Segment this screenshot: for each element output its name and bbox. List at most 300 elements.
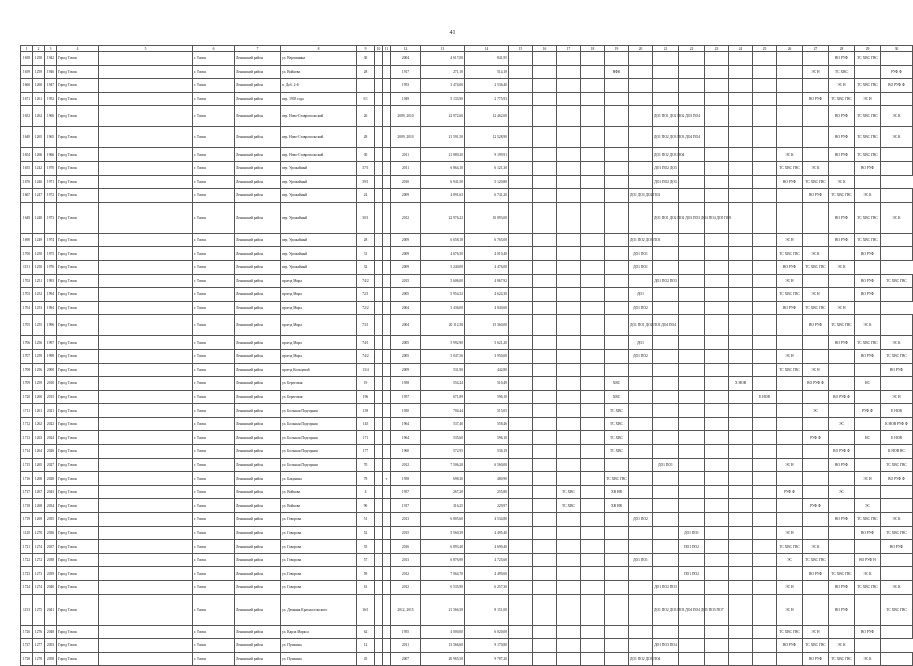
table-cell: ЭС Н: [829, 301, 855, 315]
table-cell: [581, 390, 605, 404]
table-cell: [729, 639, 753, 653]
table-cell: Ленинский район: [235, 274, 281, 288]
table-cell: 6 121,30: [465, 161, 509, 175]
table-cell: [375, 499, 383, 513]
table-cell: пер. Ново-Ставропольский: [281, 106, 357, 127]
table-cell: [383, 161, 391, 175]
table-cell: [375, 377, 383, 391]
table-row: [21, 79, 913, 93]
table-cell: [533, 553, 557, 567]
table-cell: [753, 175, 777, 189]
table-cell: 1667: [21, 189, 33, 203]
table-cell: г. Томск: [193, 553, 235, 567]
table-cell: [653, 260, 679, 274]
table-cell: [705, 377, 729, 391]
table-cell: [99, 553, 193, 567]
table-cell: [705, 540, 729, 554]
table-cell: [729, 404, 753, 418]
table-cell: 1958: [391, 472, 421, 486]
table-cell: [605, 567, 629, 581]
table-cell: Е НОВ: [881, 431, 913, 445]
table-cell: г. Томск: [193, 92, 235, 106]
table-cell: [533, 594, 557, 625]
table-cell: Ленинский район: [235, 65, 281, 79]
table-cell: [99, 581, 193, 595]
table-cell: [533, 336, 557, 350]
table-cell: ЭС Н: [829, 79, 855, 93]
table-cell: [679, 349, 705, 363]
table-cell: Город Томск: [57, 92, 99, 106]
table-cell: ДО1 ПО1: [679, 526, 705, 540]
table-row: [21, 377, 913, 391]
table-cell: [533, 349, 557, 363]
table-cell: 267,20: [421, 485, 465, 499]
table-cell: [581, 52, 605, 66]
table-cell: 2010: [391, 175, 421, 189]
table-cell: [855, 485, 881, 499]
table-row: [21, 189, 913, 203]
table-cell: [729, 315, 753, 336]
table-cell: [375, 540, 383, 554]
table-cell: 554,24: [421, 377, 465, 391]
table-cell: ЭС Н: [777, 233, 803, 247]
table-cell: ХВС: [605, 390, 629, 404]
table-cell: [679, 499, 705, 513]
table-cell: [605, 594, 629, 625]
table-cell: 5 133,90: [421, 92, 465, 106]
table-cell: [881, 148, 913, 162]
table-cell: [777, 79, 803, 93]
table-cell: [557, 148, 581, 162]
table-cell: [629, 417, 653, 431]
table-cell: Город Томск: [57, 553, 99, 567]
table-cell: [375, 472, 383, 486]
table-cell: [99, 540, 193, 554]
table-cell: 21 591,50: [421, 127, 465, 148]
table-cell: 28: [357, 127, 375, 148]
table-cell: [629, 106, 653, 127]
table-cell: 1251: [33, 274, 45, 288]
table-cell: [509, 526, 533, 540]
table-cell: [753, 404, 777, 418]
table-cell: ТС ХВС ГВС: [829, 92, 855, 106]
table-cell: ул. Говорова: [281, 513, 357, 527]
table-cell: 12: [357, 639, 375, 653]
table-cell: [729, 260, 753, 274]
table-cell: ул. Войкова: [281, 65, 357, 79]
table-cell: 2 536,40: [465, 79, 509, 93]
table-cell: [581, 148, 605, 162]
column-number: 27: [803, 46, 829, 52]
table-cell: [653, 349, 679, 363]
table-cell: Город Томск: [57, 202, 99, 233]
table-cell: [99, 233, 193, 247]
table-cell: г. Томск: [193, 652, 235, 666]
table-cell: [705, 472, 729, 486]
table-cell: [557, 625, 581, 639]
table-cell: [99, 106, 193, 127]
table-cell: ЭС К: [829, 639, 855, 653]
table-cell: 171: [357, 431, 375, 445]
table-cell: [383, 92, 391, 106]
table-cell: ДО1 ПО2 ДО3 ПО4: [653, 148, 679, 162]
table-cell: [383, 485, 391, 499]
table-cell: [705, 336, 729, 350]
table-cell: [829, 377, 855, 391]
table-cell: [383, 581, 391, 595]
table-cell: ЭС Н: [777, 594, 803, 625]
table-cell: Ленинский район: [235, 499, 281, 513]
table-cell: [509, 652, 533, 666]
table-cell: 12 462,00: [465, 106, 509, 127]
table-cell: 5 954,52: [421, 288, 465, 302]
table-cell: 2021: [45, 404, 57, 418]
table-cell: [581, 377, 605, 391]
table-cell: [803, 233, 829, 247]
table-cell: г. Томск: [193, 65, 235, 79]
table-cell: [705, 390, 729, 404]
table-cell: [705, 127, 729, 148]
table-cell: [605, 553, 629, 567]
table-cell: ВО РУФ: [829, 336, 855, 350]
table-cell: Город Томск: [57, 499, 99, 513]
table-cell: [729, 148, 753, 162]
table-cell: [581, 445, 605, 459]
table-cell: [881, 499, 913, 513]
table-cell: [605, 526, 629, 540]
table-cell: Город Томск: [57, 247, 99, 261]
table-cell: 2013: [391, 553, 421, 567]
table-cell: 5 047,56: [421, 349, 465, 363]
table-cell: ТС ХВС ГВС: [855, 52, 881, 66]
table-cell: ТС ХВС ГВС: [855, 148, 881, 162]
table-cell: 1976: [45, 260, 57, 274]
table-cell: [829, 472, 855, 486]
table-cell: 2009: [391, 233, 421, 247]
table-cell: [729, 485, 753, 499]
table-cell: 1723: [21, 567, 33, 581]
table-cell: г. Томск: [193, 404, 235, 418]
table-cell: Город Томск: [57, 458, 99, 472]
table-cell: Ленинский район: [235, 233, 281, 247]
table-row: [21, 92, 913, 106]
table-cell: [605, 513, 629, 527]
table-cell: [777, 336, 803, 350]
table-cell: ул. Говорова: [281, 540, 357, 554]
table-cell: [99, 652, 193, 666]
table-cell: 21 566,58: [421, 594, 465, 625]
table-cell: ЭС К: [881, 127, 913, 148]
table-cell: г. Томск: [193, 445, 235, 459]
table-cell: ВО РУФ: [829, 127, 855, 148]
table-cell: ЭС К: [855, 567, 881, 581]
table-cell: [509, 567, 533, 581]
table-cell: ВО РУФ: [803, 567, 829, 581]
table-cell: [705, 79, 729, 93]
table-cell: [509, 485, 533, 499]
table-cell: [753, 472, 777, 486]
table-cell: [533, 540, 557, 554]
table-cell: [533, 652, 557, 666]
table-cell: ЭС Н: [803, 65, 829, 79]
table-cell: [383, 65, 391, 79]
table-cell: 1712: [21, 417, 33, 431]
table-cell: [629, 161, 653, 175]
table-cell: 1966: [45, 106, 57, 127]
table-row: [21, 148, 913, 162]
table-cell: [605, 202, 629, 233]
table-cell: 4 624,30: [465, 288, 509, 302]
table-cell: ВО РУФ: [855, 288, 881, 302]
table-cell: 4 891,63: [421, 189, 465, 203]
table-cell: 4 476,00: [465, 260, 509, 274]
table-cell: [753, 594, 777, 625]
table-cell: [581, 485, 605, 499]
table-cell: 9 787,20: [465, 652, 509, 666]
table-cell: 1717: [21, 485, 33, 499]
table-cell: [753, 336, 777, 350]
table-cell: [881, 567, 913, 581]
table-cell: ТС ХВС ГВС: [881, 274, 913, 288]
table-cell: 9 170,80: [465, 639, 509, 653]
table-cell: 2009: [391, 189, 421, 203]
table-cell: ДО1 ПО1: [629, 260, 653, 274]
table-cell: [753, 127, 777, 148]
table-cell: [533, 581, 557, 595]
table-cell: ДО1 ПО1 ДО2 ПО2 ДО3 ПО4: [653, 106, 679, 127]
table-cell: ЭС Н: [777, 526, 803, 540]
table-cell: пер. Урожайный: [281, 260, 357, 274]
table-cell: [509, 377, 533, 391]
table-cell: 39/1: [357, 175, 375, 189]
table-cell: г. Томск: [193, 301, 235, 315]
table-cell: 1655: [21, 161, 33, 175]
table-cell: 558,46: [465, 417, 509, 431]
table-cell: [777, 390, 803, 404]
table-cell: [383, 79, 391, 93]
table-cell: [705, 513, 729, 527]
table-cell: ЭС: [829, 485, 855, 499]
table-cell: ВО РУФ: [855, 526, 881, 540]
table-cell: Город Томск: [57, 363, 99, 377]
table-cell: [383, 336, 391, 350]
table-cell: [383, 233, 391, 247]
table-cell: [375, 288, 383, 302]
table-cell: [383, 301, 391, 315]
table-cell: 6 765,00: [465, 233, 509, 247]
table-cell: ТС ХВС: [557, 499, 581, 513]
table-cell: [705, 315, 729, 336]
table-cell: 2005: [391, 336, 421, 350]
table-cell: [705, 485, 729, 499]
table-cell: РУФ Ф: [803, 431, 829, 445]
table-cell: 2012, 2015: [391, 594, 421, 625]
table-cell: 1957: [391, 390, 421, 404]
table-cell: [705, 363, 729, 377]
table-cell: [375, 349, 383, 363]
table-cell: [803, 581, 829, 595]
table-cell: 1917: [391, 499, 421, 513]
column-number: 25: [753, 46, 777, 52]
table-cell: 6 535,90: [421, 581, 465, 595]
table-cell: 1660: [21, 79, 33, 93]
table-cell: [581, 540, 605, 554]
table-cell: Е НОВ: [881, 404, 913, 418]
table-cell: [383, 526, 391, 540]
table-cell: 1120: [21, 526, 33, 540]
table-cell: [679, 404, 705, 418]
table-cell: [829, 553, 855, 567]
table-cell: 2034: [45, 499, 57, 513]
table-cell: Город Томск: [57, 161, 99, 175]
table-cell: [375, 581, 383, 595]
table-cell: Город Томск: [57, 625, 99, 639]
table-cell: г. Томск: [193, 274, 235, 288]
table-cell: [629, 581, 653, 595]
table-cell: 61: [357, 581, 375, 595]
table-cell: НС: [855, 377, 881, 391]
table-cell: 1700: [21, 247, 33, 261]
table-cell: [557, 301, 581, 315]
table-cell: 1706: [21, 336, 33, 350]
table-cell: ДО1 ПО2 ДО3 ПО3 ДО4 ПО4: [653, 127, 679, 148]
table-cell: Ленинский район: [235, 336, 281, 350]
table-cell: [753, 377, 777, 391]
table-cell: [383, 52, 391, 66]
table-cell: [629, 65, 653, 79]
table-cell: 2009, 2010: [391, 106, 421, 127]
table-cell: [99, 349, 193, 363]
table-row: [21, 445, 913, 459]
table-cell: [679, 233, 705, 247]
table-cell: [375, 526, 383, 540]
table-cell: ДО1 ПО2 ДО3 ПО3: [629, 233, 653, 247]
table-cell: ТС ХВС ГВС: [829, 189, 855, 203]
table-cell: ул. Войкова: [281, 499, 357, 513]
table-cell: ВО РУФ: [829, 594, 855, 625]
table-cell: [383, 445, 391, 459]
table-cell: [99, 513, 193, 527]
table-cell: 1247: [33, 189, 45, 203]
table-cell: [629, 390, 653, 404]
table-cell: [629, 127, 653, 148]
table-cell: [375, 315, 383, 336]
table-cell: [557, 189, 581, 203]
table-cell: 1246: [33, 175, 45, 189]
table-cell: [753, 79, 777, 93]
table-cell: [375, 485, 383, 499]
table-cell: [605, 349, 629, 363]
table-cell: 74/2: [357, 349, 375, 363]
table-cell: Ленинский район: [235, 175, 281, 189]
table-cell: [881, 247, 913, 261]
table-cell: ЭС К: [881, 202, 913, 233]
table-cell: ТС ХВС: [605, 417, 629, 431]
table-cell: ДО1: [629, 288, 653, 302]
table-cell: 1721: [21, 540, 33, 554]
table-cell: 704,44: [421, 404, 465, 418]
table-cell: ул. Пушкина: [281, 652, 357, 666]
table-cell: 1259: [33, 65, 45, 79]
table-cell: 5 992,90: [421, 336, 465, 350]
table-cell: [375, 404, 383, 418]
table-cell: [729, 417, 753, 431]
table-cell: [881, 377, 913, 391]
table-cell: [753, 92, 777, 106]
table-cell: [581, 349, 605, 363]
table-cell: [99, 404, 193, 418]
table-cell: ВО РУФ Ф: [829, 390, 855, 404]
table-cell: [533, 625, 557, 639]
table-cell: [375, 65, 383, 79]
table-cell: [679, 581, 705, 595]
table-cell: [753, 445, 777, 459]
table-row: [21, 301, 913, 315]
table-cell: 535,60: [421, 431, 465, 445]
table-cell: ЭС К: [881, 336, 913, 350]
table-cell: 1270: [33, 526, 45, 540]
table-cell: 4: [357, 485, 375, 499]
table-cell: [729, 499, 753, 513]
table-cell: 1261: [33, 404, 45, 418]
table-cell: [99, 377, 193, 391]
table-cell: ЭС К: [881, 106, 913, 127]
table-cell: [99, 148, 193, 162]
table-cell: 1278: [33, 652, 45, 666]
table-cell: 2039: [45, 567, 57, 581]
table-cell: [383, 513, 391, 527]
table-cell: ВО РУФ: [829, 513, 855, 527]
table-cell: [375, 417, 383, 431]
table-cell: [679, 79, 705, 93]
table-cell: [881, 315, 913, 336]
column-number: 10: [375, 46, 383, 52]
table-cell: [729, 127, 753, 148]
table-cell: 596,10: [465, 431, 509, 445]
table-cell: [729, 553, 753, 567]
table-cell: [803, 485, 829, 499]
table-cell: [653, 445, 679, 459]
table-cell: 1964: [391, 417, 421, 431]
table-cell: Ленинский район: [235, 431, 281, 445]
table-cell: [679, 161, 705, 175]
table-cell: [753, 417, 777, 431]
table-cell: [605, 127, 629, 148]
table-cell: Город Томск: [57, 260, 99, 274]
table-cell: 177: [357, 445, 375, 459]
table-cell: [383, 260, 391, 274]
table-cell: [509, 499, 533, 513]
table-cell: [581, 247, 605, 261]
table-cell: [581, 581, 605, 595]
table-cell: ТС ХВС ГВС: [881, 349, 913, 363]
table-cell: ТС ХВС ГВС: [777, 363, 803, 377]
table-cell: [99, 567, 193, 581]
table-cell: [705, 526, 729, 540]
table-cell: [533, 127, 557, 148]
table-cell: [829, 161, 855, 175]
table-cell: 5 606,00: [421, 274, 465, 288]
table-cell: ул. Вершинина: [281, 52, 357, 66]
table-cell: [533, 260, 557, 274]
table-cell: [705, 567, 729, 581]
table-cell: 2004: [391, 301, 421, 315]
table-cell: [533, 301, 557, 315]
table-cell: [557, 79, 581, 93]
table-cell: 1253: [33, 301, 45, 315]
table-cell: [679, 336, 705, 350]
table-cell: [705, 417, 729, 431]
